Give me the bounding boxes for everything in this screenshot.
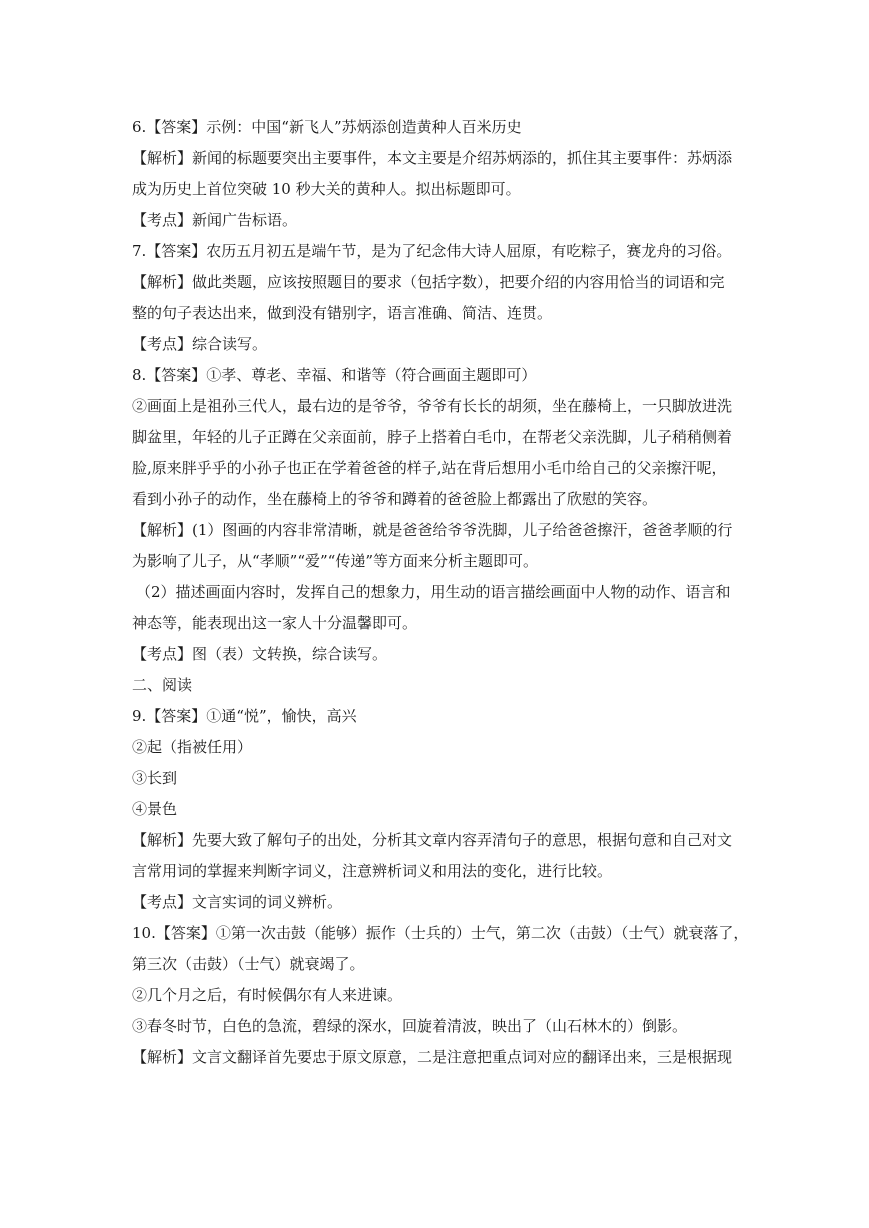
answer-9-part-4: ④景色 — [132, 800, 178, 818]
analysis-6-line-1: 【解析】新闻的标题要突出主要事件，本文主要是介绍苏炳添的，抓住其主要事件：苏炳添 — [132, 149, 733, 167]
answer-9-part-1: 9.【答案】①通“悦”，愉快，高兴 — [132, 707, 357, 725]
section-heading-reading: 二、阅读 — [132, 676, 193, 694]
document-page — [132, 112, 749, 1073]
answer-6: 6.【答案】示例：中国“新飞人”苏炳添创造黄种人百米历史 — [132, 118, 522, 136]
answer-8-part-1: 8.【答案】①孝、尊老、幸福、和谐等（符合画面主题即可） — [132, 366, 537, 384]
analysis-8-line-2: 为影响了儿子，从“孝顺”“爱”“传递”等方面来分析主题即可。 — [132, 552, 539, 570]
analysis-10-line-1: 【解析】文言文翻译首先要忠于原文原意，二是注意把重点词对应的翻译出来，三是根据现 — [132, 1048, 733, 1066]
answer-8-part-2-line-2: 脚盆里，年轻的儿子正蹲在父亲面前，脖子上搭着白毛巾，在帮老父亲洗脚，儿子稍稍侧着 — [132, 428, 733, 446]
analysis-9-line-1: 【解析】先要大致了解句子的出处，分析其文章内容弄清句子的意思，根据句意和自己对文 — [132, 831, 733, 849]
analysis-7-line-2: 整的句子表达出来，做到没有错别字，语言准确、简洁、连贯。 — [132, 304, 553, 322]
analysis-8-line-4: 神态等，能表现出这一家人十分温馨即可。 — [132, 614, 418, 632]
answer-10-part-3: ③春冬时节，白色的急流，碧绿的深水，回旋着清波，映出了（山石林木的）倒影。 — [132, 1017, 688, 1035]
answer-8-part-2-line-4: 看到小孙子的动作，坐在藤椅上的爷爷和蹲着的爸爸脸上都露出了欣慰的笑容。 — [132, 490, 658, 508]
analysis-8-line-1: 【解析】(1）图画的内容非常清晰，就是爸爸给爷爷洗脚，儿子给爸爸擦汗，爸爸孝顺的行 — [132, 521, 733, 539]
answer-10-part-1-line-1: 10.【答案】①第一次击鼓（能够）振作（士兵的）士气，第二次（击鼓）（士气）就衰落了， — [132, 924, 749, 942]
answer-7: 7.【答案】农历五月初五是端午节，是为了纪念伟大诗人屈原，有吃粽子，赛龙舟的习俗。 — [132, 242, 732, 260]
answer-8-part-2-line-3: 脸,原来胖乎乎的小孙子也正在学着爸爸的样子,站在背后想用小毛巾给自己的父亲擦汗呢， — [132, 459, 727, 477]
analysis-7-line-1: 【解析】做此类题，应该按照题目的要求（包括字数），把要介绍的内容用恰当的词语和完 — [132, 273, 725, 291]
keypoint-7: 【考点】综合读写。 — [132, 335, 268, 353]
answer-9-part-2: ②起（指被任用） — [132, 738, 253, 756]
answer-10-part-1-line-2: 第三次（击鼓）（士气）就衰竭了。 — [132, 955, 365, 973]
answer-8-part-2-line-1: ②画面上是祖孙三代人，最右边的是爷爷，爷爷有长长的胡须，坐在藤椅上，一只脚放进洗 — [132, 397, 733, 415]
analysis-6-line-2: 成为历史上首位突破 10 秒大关的黄种人。拟出标题即可。 — [132, 180, 521, 198]
analysis-9-line-2: 言常用词的掌握来判断字词义，注意辨析词义和用法的变化，进行比较。 — [132, 862, 613, 880]
keypoint-9: 【考点】文言实词的词义辨析。 — [132, 893, 343, 911]
answer-9-part-3: ③长到 — [132, 769, 178, 787]
answer-10-part-2: ②几个月之后，有时候偶尔有人来进谏。 — [132, 986, 403, 1004]
analysis-8-line-3: （2）描述画面内容时，发挥自己的想象力，用生动的语言描绘画面中人物的动作、语言和 — [136, 583, 731, 601]
keypoint-8: 【考点】图（表）文转换，综合读写。 — [132, 645, 388, 663]
keypoint-6: 【考点】新闻广告标语。 — [132, 211, 298, 229]
